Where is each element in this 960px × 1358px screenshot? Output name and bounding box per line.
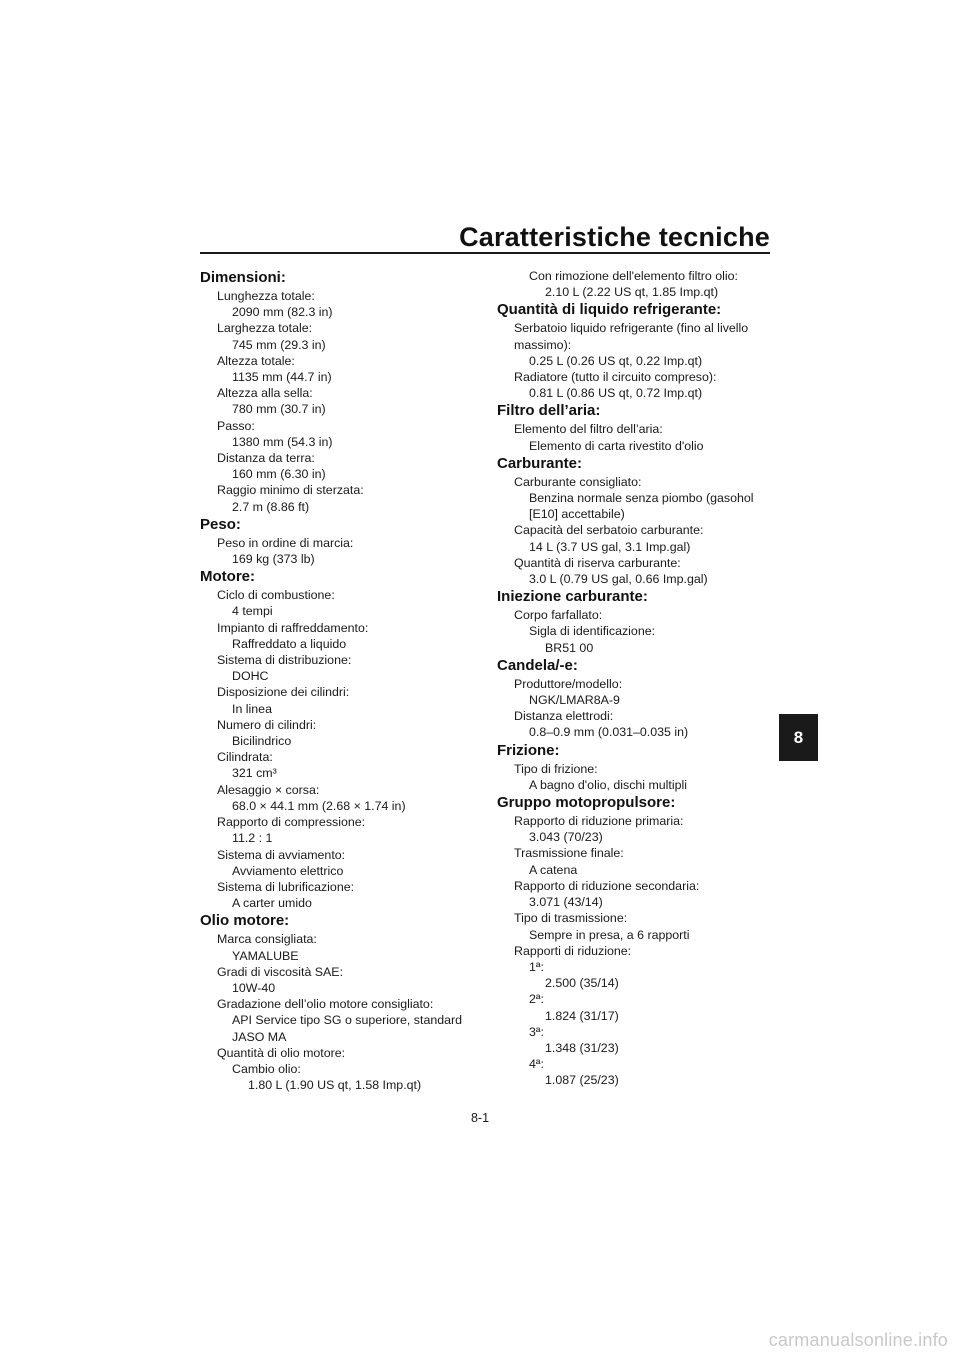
spec-label: Passo: — [217, 418, 255, 433]
spec-label: Sistema di distribuzione: — [217, 653, 352, 668]
spec-value: 1380 mm (54.3 in) — [232, 434, 333, 449]
spec-value: 160 mm (6.30 in) — [232, 467, 326, 482]
spec-value: 4 tempi — [232, 604, 273, 619]
spec-label: Gradi di viscosità SAE: — [217, 964, 344, 979]
spec-label: Tipo di frizione: — [514, 761, 598, 776]
spec-value: Cambio olio: — [232, 1061, 301, 1076]
spec-label: Peso in ordine di marcia: — [217, 535, 354, 550]
spec-value: 3.0 L (0.79 US gal, 0.66 Imp.gal) — [529, 572, 708, 587]
section-heading: Iniezione carburante: — [497, 588, 648, 606]
spec-value: 0.8–0.9 mm (0.031–0.035 in) — [529, 725, 689, 740]
spec-value: 14 L (3.7 US gal, 3.1 Imp.gal) — [529, 539, 691, 554]
spec-value: [E10] accettabile) — [529, 507, 625, 522]
spec-value: 11.2 : 1 — [232, 831, 273, 846]
spec-value: Avviamento elettrico — [232, 863, 344, 878]
spec-value: DOHC — [232, 669, 269, 684]
spec-value: In linea — [232, 701, 272, 716]
spec-label: Altezza totale: — [217, 353, 295, 368]
spec-value: 1ª: — [529, 959, 544, 974]
spec-label: Distanza da terra: — [217, 451, 315, 466]
spec-label: Sistema di lubrificazione: — [217, 879, 355, 894]
section-heading: Frizione: — [497, 741, 560, 759]
watermark: carmanualsonline.info — [768, 1330, 948, 1350]
section-heading: Dimensioni: — [200, 269, 286, 286]
spec-label: Radiatore (tutto il circuito compreso): — [514, 370, 717, 385]
spec-label: massimo): — [514, 337, 572, 352]
spec-value: 2.7 m (8.86 ft) — [232, 499, 310, 514]
spec-value: 1135 mm (44.7 in) — [232, 370, 332, 385]
spec-value: Con rimozione dell'elemento filtro olio: — [529, 269, 738, 283]
spec-value: 68.0 × 44.1 mm (2.68 × 1.74 in) — [232, 798, 406, 813]
spec-label: Numero di cilindri: — [217, 717, 317, 732]
spec-value: YAMALUBE — [232, 948, 299, 963]
spec-value: API Service tipo SG o superiore, standard — [232, 1013, 463, 1028]
section-heading: Quantità di liquido refrigerante: — [497, 301, 722, 319]
page-title: Caratteristiche tecniche — [459, 222, 770, 252]
spec-value: A bagno d'olio, dischi multipli — [529, 777, 688, 792]
spec-value: 4ª: — [529, 1057, 544, 1072]
title-divider — [200, 252, 770, 254]
spec-value: A catena — [529, 862, 578, 877]
spec-value: 10W-40 — [232, 980, 276, 995]
spec-value: JASO MA — [232, 1029, 287, 1044]
spec-value: 1.348 (31/23) — [545, 1040, 619, 1055]
spec-value: 2.500 (35/14) — [545, 976, 619, 991]
spec-value: 3ª: — [529, 1024, 544, 1039]
spec-value: 321 cm³ — [232, 766, 277, 781]
spec-value: 1.80 L (1.90 US qt, 1.58 Imp.qt) — [248, 1078, 422, 1093]
spec-value: 2090 mm (82.3 in) — [232, 305, 333, 320]
spec-label: Tipo di trasmissione: — [514, 911, 628, 926]
spec-label: Carburante consigliato: — [514, 474, 642, 489]
spec-label: Alesaggio × corsa: — [217, 782, 320, 797]
spec-value: 745 mm (29.3 in) — [232, 337, 326, 352]
section-heading: Olio motore: — [200, 912, 290, 930]
spec-label: Disposizione dei cilindri: — [217, 685, 350, 700]
spec-label: Marca consigliata: — [217, 932, 317, 947]
spec-value: NGK/LMAR8A-9 — [529, 693, 620, 708]
spec-value: 0.81 L (0.86 US qt, 0.72 Imp.qt) — [529, 386, 703, 401]
section-heading: Candela/-e: — [497, 656, 578, 674]
spec-label: Distanza elettrodi: — [514, 709, 614, 724]
spec-label: Rapporto di compressione: — [217, 815, 366, 830]
spec-value: 1.087 (25/23) — [545, 1073, 619, 1088]
spec-label: Impianto di raffreddamento: — [217, 620, 369, 635]
spec-value: 2ª: — [529, 992, 544, 1007]
spec-label: Raggio minimo di sterzata: — [217, 483, 364, 498]
spec-value: Elemento di carta rivestito d'olio — [529, 438, 704, 453]
page-number: 8-1 — [470, 1111, 490, 1125]
spec-value: 0.25 L (0.26 US qt, 0.22 Imp.qt) — [529, 353, 703, 368]
section-heading: Peso: — [200, 515, 241, 533]
spec-value: Raffreddato a liquido — [232, 636, 347, 651]
spec-label: Lunghezza totale: — [217, 289, 315, 303]
section-heading: Filtro dell’aria: — [497, 402, 601, 420]
spec-label: Altezza alla sella: — [217, 386, 313, 401]
spec-label: Quantità di olio motore: — [217, 1045, 346, 1060]
spec-label: Elemento del filtro dell’aria: — [514, 422, 663, 437]
spec-value: 2.10 L (2.22 US qt, 1.85 Imp.qt) — [545, 285, 719, 300]
spec-label: Corpo farfallato: — [514, 608, 603, 623]
spec-value: BR51 00 — [545, 640, 594, 655]
spec-label: Sistema di avviamento: — [217, 847, 346, 862]
spec-label: Gradazione dell’olio motore consigliato: — [217, 997, 434, 1012]
spec-label: Quantità di riserva carburante: — [514, 555, 681, 570]
spec-label: Serbatoio liquido refrigerante (fino al livello — [514, 321, 749, 336]
spec-value: 169 kg (373 lb) — [232, 552, 315, 567]
spec-label: Ciclo di combustione: — [217, 588, 335, 603]
section-heading: Motore: — [200, 568, 255, 586]
spec-value: 3.071 (43/14) — [529, 895, 603, 910]
spec-value: 780 mm (30.7 in) — [232, 402, 326, 417]
spec-column-left — [200, 268, 475, 1093]
spec-value: 1.824 (31/17) — [545, 1008, 619, 1023]
spec-label: Cilindrata: — [217, 750, 273, 765]
spec-value: Sigla di identificazione: — [529, 624, 656, 639]
section-heading: Gruppo motopropulsore: — [497, 794, 676, 812]
chapter-tab: 8 — [779, 714, 818, 761]
spec-value: Benzina normale senza piombo (gasohol — [529, 491, 754, 506]
spec-value: Sempre in presa, a 6 rapporti — [529, 927, 690, 942]
spec-column-right — [497, 268, 772, 1089]
spec-label: Produttore/modello: — [514, 676, 623, 691]
spec-label: Rapporto di riduzione primaria: — [514, 814, 684, 829]
spec-label: Rapporti di riduzione: — [514, 943, 632, 958]
spec-label: Rapporto di riduzione secondaria: — [514, 878, 700, 893]
spec-label: Trasmissione finale: — [514, 846, 624, 861]
spec-value: 3.043 (70/23) — [529, 830, 603, 845]
spec-value: A carter umido — [232, 896, 312, 911]
section-heading: Carburante: — [497, 454, 583, 472]
spec-label: Larghezza totale: — [217, 321, 313, 336]
spec-value: Bicilindrico — [232, 734, 292, 749]
spec-label: Capacità del serbatoio carburante: — [514, 523, 704, 538]
